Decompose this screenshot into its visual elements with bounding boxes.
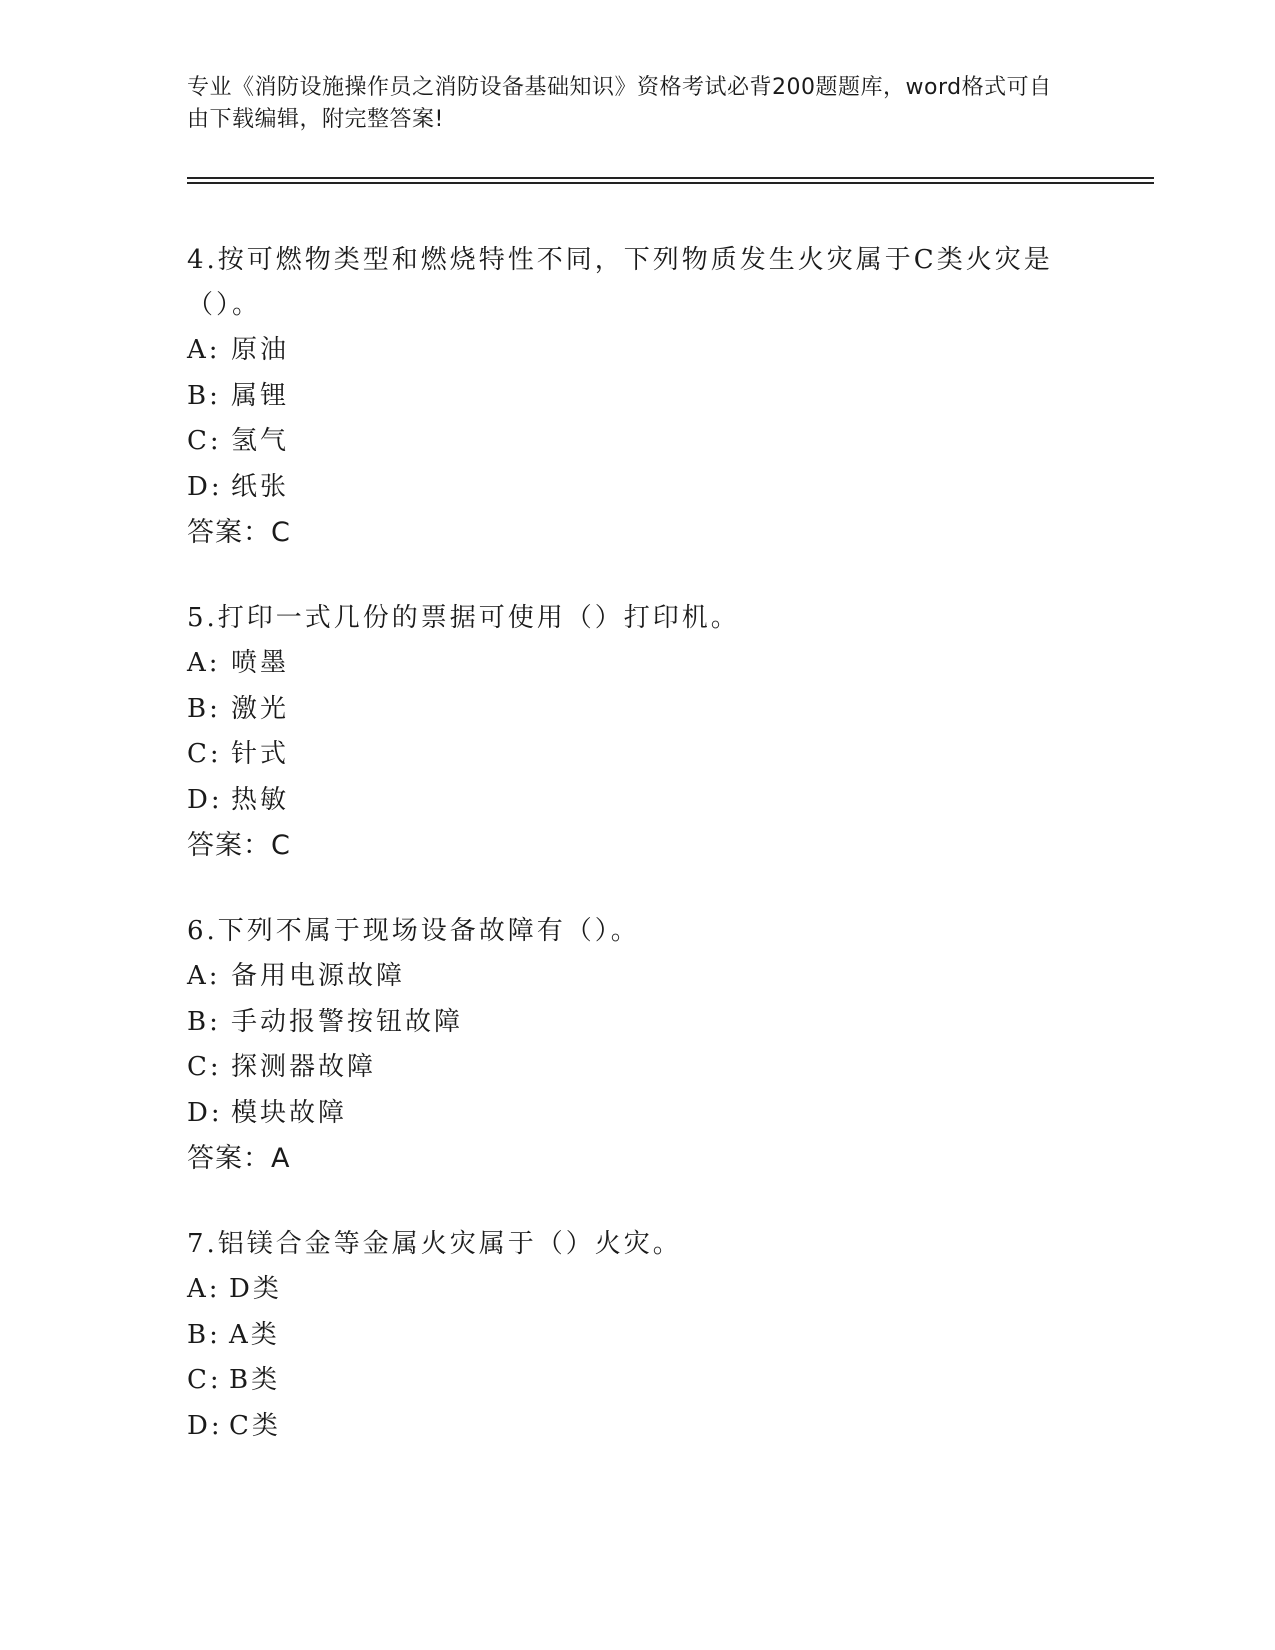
header-divider-bottom [187,182,1154,184]
option-c [187,1358,1087,1404]
option-label: C: [187,1365,222,1395]
option-d [187,465,1087,511]
option-b [187,1000,1087,1046]
question-6 [187,909,1087,1182]
option-text: 探测器故障 [231,1052,377,1082]
question-list [187,238,1087,1489]
option-d [187,1091,1087,1137]
option-c [187,419,1087,465]
question-stem: 7.铝镁合金等金属火灾属于（）火灾。 [187,1229,682,1259]
option-label: C: [187,739,222,769]
option-text: 纸张 [231,471,290,502]
option-text: 喷墨 [231,648,290,678]
option-label: B: [187,1006,221,1037]
question-stem: 5.打印一式几份的票据可使用（）打印机。 [187,603,740,633]
answer-line: 答案：C [187,830,291,861]
question-stem: 6.下列不属于现场设备故障有（）。 [187,916,640,946]
option-text: B类 [229,1365,281,1395]
option-text: 模块故障 [231,1097,348,1128]
answer-line: 答案：A [187,1143,291,1174]
option-text: 手动报警按钮故障 [231,1006,464,1037]
option-label: D: [187,1410,223,1441]
option-c [187,1045,1087,1091]
document-header: 专业《消防设施操作员之消防设备基础知识》资格考试必背200题题库，word格式可自由下载编辑，附完整答案! [187,75,1052,132]
option-label: C: [187,1052,222,1082]
option-text: 氢气 [231,426,290,456]
option-label: A: [187,335,221,365]
option-label: A: [187,961,221,991]
option-text: 属锂 [231,380,290,411]
option-label: D: [187,784,223,815]
option-label: D: [187,471,223,502]
question-stem: 4.按可燃物类型和燃烧特性不同，下列物质发生火灾属于C类火灾是（）。 [187,245,1053,320]
answer-line: 答案：C [187,517,291,548]
option-text: 针式 [231,739,290,769]
option-b [187,687,1087,733]
option-text: C类 [229,1410,281,1441]
option-label: B: [187,380,221,411]
option-c [187,732,1087,778]
option-text: 原油 [231,335,290,365]
question-5 [187,596,1087,869]
option-label: C: [187,426,222,456]
option-text: 备用电源故障 [231,961,406,991]
option-text: A类 [229,1319,280,1350]
option-a [187,641,1087,687]
option-text: D类 [229,1274,282,1304]
option-a [187,1267,1087,1313]
option-a [187,328,1087,374]
option-label: A: [187,1274,221,1304]
option-d [187,778,1087,824]
option-b [187,1313,1087,1359]
option-b [187,374,1087,420]
option-d [187,1404,1087,1450]
option-label: B: [187,1319,221,1350]
option-text: 激光 [231,693,290,724]
option-text: 热敏 [231,784,290,815]
option-label: A: [187,648,221,678]
option-label: B: [187,693,221,724]
header-divider-top [187,177,1154,179]
option-a [187,954,1087,1000]
option-label: D: [187,1097,223,1128]
question-7 [187,1222,1087,1449]
question-4 [187,238,1087,556]
